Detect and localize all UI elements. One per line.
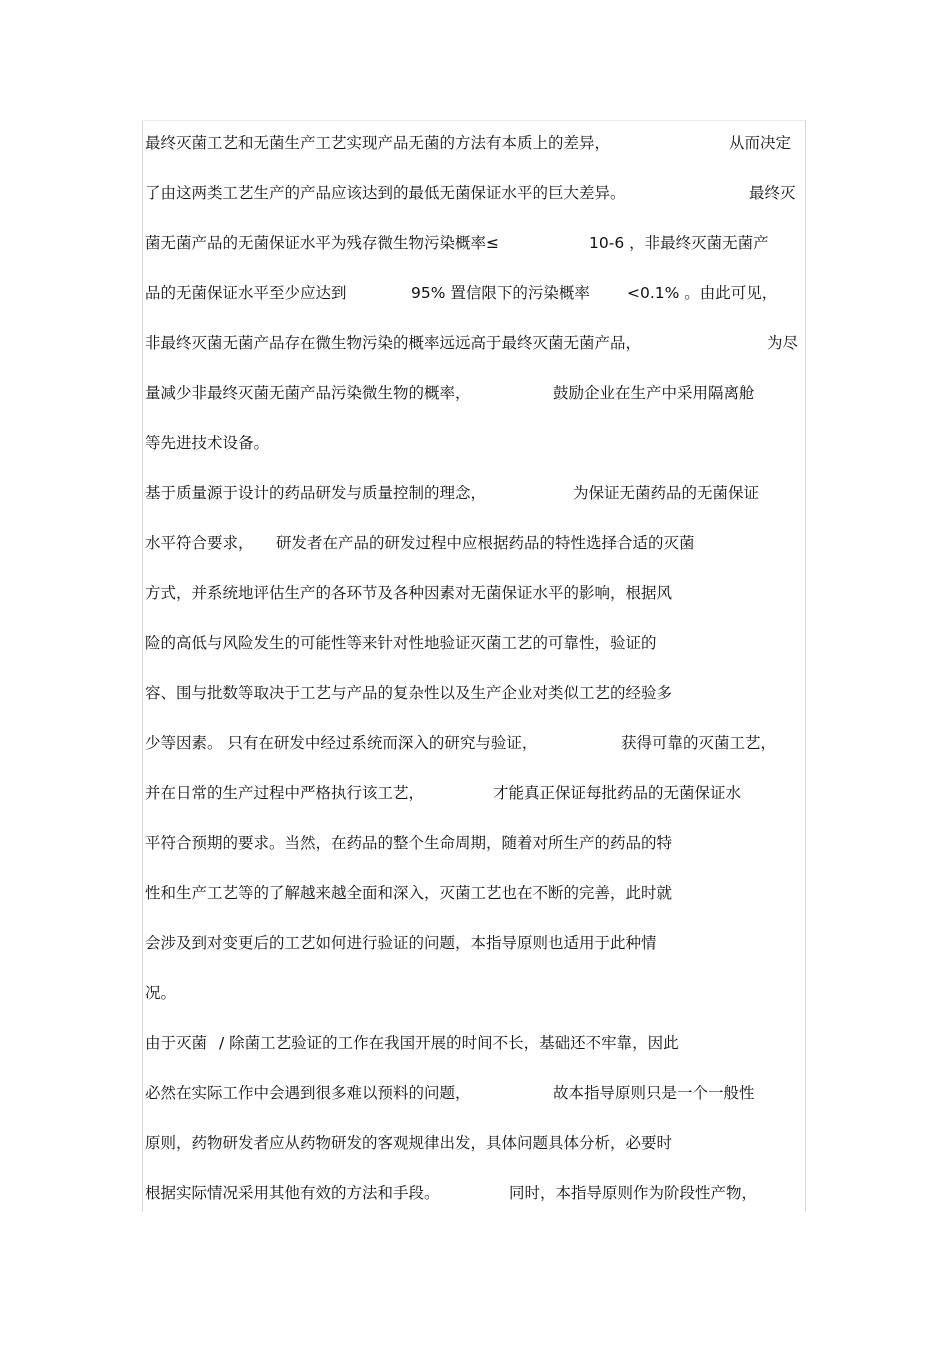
text-line — [145, 631, 805, 655]
text-segment: 必然在实际工作中会遇到很多难以预料的问题， — [145, 1084, 471, 1102]
text-line — [145, 481, 805, 505]
text-segment: 故本指导原则只是一个一般性 — [553, 1084, 755, 1102]
text-segment: 性和生产工艺等的了解越来越全面和深入，灭菌工艺也在不断的完善，此时就 — [145, 884, 673, 902]
text-segment: 水平符合要求， — [145, 534, 254, 552]
text-line — [145, 981, 805, 1005]
text-segment: 品的无菌保证水平至少应达到 — [145, 284, 347, 302]
text-line — [145, 231, 805, 255]
text-line — [145, 1131, 805, 1155]
text-line — [145, 531, 805, 555]
text-segment: 95% 置信限下的污染概率 — [411, 284, 590, 302]
text-segment: 10-6 ，非最终灭菌无菌产 — [589, 234, 769, 252]
text-segment: 非最终灭菌无菌产品存在微生物污染的概率远远高于最终灭菌无菌产品， — [145, 334, 642, 352]
text-segment: 基于质量源于设计的药品研发与质量控制的理念， — [145, 484, 487, 502]
text-line — [145, 331, 805, 355]
text-segment: 并在日常的生产过程中严格执行该工艺， — [145, 784, 425, 802]
text-line — [145, 1181, 805, 1205]
text-segment: 为尽 — [767, 334, 799, 352]
text-segment: 容、围与批数等取决于工艺与产品的复杂性以及生产企业对类似工艺的经验多 — [145, 684, 673, 702]
text-segment: 平符合预期的要求。当然，在药品的整个生命周期，随着对所生产的药品的特 — [145, 834, 673, 852]
text-line — [145, 831, 805, 855]
text-segment: / 除菌工艺验证的工作在我国开展的时间不长，基础还不牢靠，因此 — [219, 1034, 679, 1052]
text-line — [145, 1081, 805, 1105]
text-segment: 少等因素。 只有在研发中经过系统而深入的研究与验证， — [145, 734, 538, 752]
text-segment: 才能真正保证每批药品的无菌保证水 — [493, 784, 742, 802]
text-line — [145, 1031, 805, 1055]
text-line — [145, 681, 805, 705]
text-segment: 等先进技术设备。 — [145, 434, 270, 452]
text-segment: 为保证无菌药品的无菌保证 — [573, 484, 760, 502]
text-line — [145, 381, 805, 405]
text-line — [145, 931, 805, 955]
text-segment: 最终灭菌工艺和无菌生产工艺实现产品无菌的方法有本质上的差异， — [145, 134, 611, 152]
text-segment: 菌无菌产品的无菌保证水平为残存微生物污染概率≤ — [145, 234, 499, 252]
text-line — [145, 731, 805, 755]
text-segment: 最终灭 — [749, 184, 796, 202]
text-line — [145, 581, 805, 605]
text-segment: 研发者在产品的研发过程中应根据药品的特性选择合适的灭菌 — [276, 534, 695, 552]
text-line — [145, 431, 805, 455]
text-segment: 量减少非最终灭菌无菌产品污染微生物的概率， — [145, 384, 471, 402]
text-segment: 原则，药物研发者应从药物研发的客观规律出发，具体问题具体分析，必要时 — [145, 1134, 673, 1152]
text-segment: 由于灭菌 — [145, 1034, 208, 1052]
text-segment: 同时，本指导原则作为阶段性产物， — [509, 1184, 758, 1202]
text-line — [145, 881, 805, 905]
text-segment: 从而决定 — [729, 134, 792, 152]
text-segment: 方式，并系统地评估生产的各环节及各种因素对无菌保证水平的影响，根据风 — [145, 584, 673, 602]
text-line — [145, 181, 805, 205]
text-line — [145, 781, 805, 805]
text-segment: 会涉及到对变更后的工艺如何进行验证的问题，本指导原则也适用于此种情 — [145, 934, 657, 952]
text-segment: 根据实际情况采用其他有效的方法和手段。 — [145, 1184, 440, 1202]
text-segment: 况。 — [145, 984, 177, 1002]
text-segment: 险的高低与风险发生的可能性等来针对性地验证灭菌工艺的可靠性，验证的 — [145, 634, 657, 652]
text-segment: 获得可靠的灭菌工艺， — [621, 734, 777, 752]
text-line — [145, 281, 805, 305]
text-segment: 了由这两类工艺生产的产品应该达到的最低无菌保证水平的巨大差异。 — [145, 184, 626, 202]
text-segment: 鼓励企业在生产中采用隔离舱 — [553, 384, 755, 402]
text-segment: <0.1% 。由此可见， — [627, 284, 778, 302]
text-line — [145, 131, 805, 155]
